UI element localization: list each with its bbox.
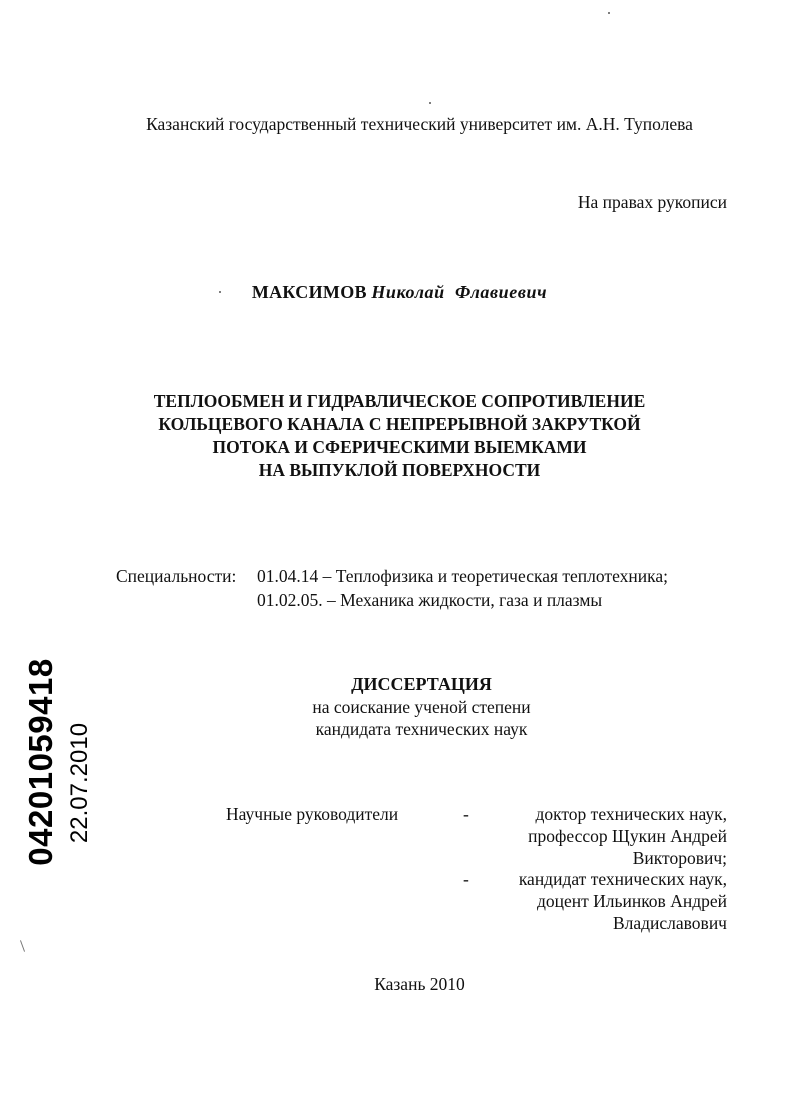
title-line: ПОТОКА И СФЕРИЧЕСКИМИ ВЫЕМКАМИ	[212, 437, 587, 457]
university-name: Казанский государственный технический университет им. А.Н. Туполева	[146, 114, 693, 134]
rights-note: На правах рукописи	[577, 192, 727, 212]
stamp-date: 22.07.2010	[66, 722, 93, 844]
supervisor-2-line: Владиславович	[612, 913, 727, 933]
stamp-number: 04201059418	[22, 658, 59, 866]
specialties-label: Специальности:	[116, 566, 237, 586]
supervisor-1-line: доктор технических наук,	[535, 804, 727, 824]
scan-speck	[608, 12, 610, 14]
specialty-item: 01.04.14 – Теплофизика и теоретическая теплотехника;	[257, 566, 668, 586]
supervisor-1-line: профессор Щукин Андрей	[528, 826, 727, 846]
scan-speck	[429, 102, 431, 104]
supervisor-2-line: кандидат технических наук,	[518, 869, 727, 889]
degree-line: на соискание ученой степени	[312, 697, 531, 717]
supervisors-label: Научные руководители	[226, 804, 399, 824]
author-name	[0, 282, 799, 303]
supervisor-2-line: доцент Ильинков Андрей	[536, 891, 727, 911]
specialty-item: 01.02.05. – Механика жидкости, газа и плазмы	[257, 590, 603, 610]
list-dash: -	[463, 804, 469, 824]
title-line: НА ВЫПУКЛОЙ ПОВЕРХНОСТИ	[258, 460, 541, 480]
title-line: ТЕПЛООБМЕН И ГИДРАВЛИЧЕСКОЕ СОПРОТИВЛЕНИЕ	[153, 391, 646, 411]
list-dash: -	[463, 869, 469, 889]
supervisor-1-line: Викторович;	[632, 848, 727, 868]
dissertation-title	[0, 390, 799, 482]
document-type-heading: ДИССЕРТАЦИЯ	[351, 674, 492, 694]
scan-mark	[20, 940, 25, 952]
title-line: КОЛЬЦЕВОГО КАНАЛА С НЕПРЕРЫВНОЙ ЗАКРУТКОЙ	[158, 414, 641, 434]
author-given-names: Николай Флавиевич	[371, 282, 548, 302]
city-year: Казань 2010	[374, 974, 465, 994]
degree-line: кандидата технических наук	[315, 719, 528, 739]
author-surname: МАКСИМОВ	[251, 282, 367, 302]
